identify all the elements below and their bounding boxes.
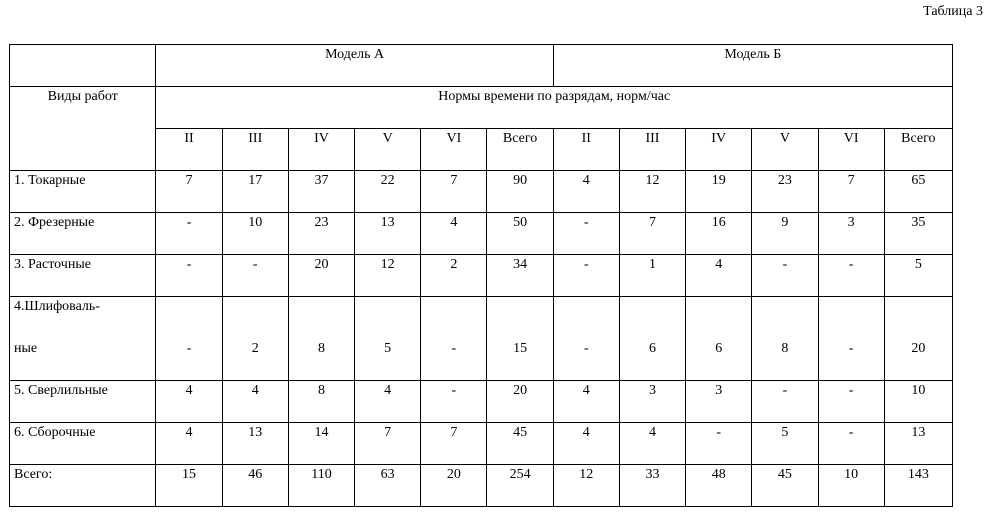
value-cell: 20 — [884, 297, 952, 381]
value-cell: 13 — [222, 423, 288, 465]
value-cell: 10 — [884, 381, 952, 423]
value-cell: 143 — [884, 465, 952, 507]
value-cell: 8 — [288, 381, 354, 423]
work-norms-table — [9, 44, 953, 507]
grade-header-cell: III — [222, 129, 288, 171]
table-caption: Таблица 3 — [923, 4, 983, 19]
work-type-name: 3. Расточные — [10, 255, 156, 297]
value-cell: 13 — [884, 423, 952, 465]
value-cell: 2 — [421, 255, 487, 297]
value-cell: 5 — [884, 255, 952, 297]
value-cell: 90 — [487, 171, 553, 213]
grade-header-cell: III — [619, 129, 685, 171]
value-cell: 5 — [355, 297, 421, 381]
grade-header-cell: Всего — [487, 129, 553, 171]
value-cell: 3 — [619, 381, 685, 423]
value-cell: 4 — [355, 381, 421, 423]
value-cell: 20 — [421, 465, 487, 507]
value-cell: 7 — [355, 423, 421, 465]
value-cell: 46 — [222, 465, 288, 507]
work-types-header: Виды работ — [10, 87, 156, 171]
value-cell: 37 — [288, 171, 354, 213]
value-cell: 7 — [421, 171, 487, 213]
value-cell: - — [222, 255, 288, 297]
norms-header: Нормы времени по разрядам, норм/час — [156, 87, 953, 129]
value-cell: 15 — [487, 297, 553, 381]
value-cell: 12 — [619, 171, 685, 213]
value-cell: - — [818, 255, 884, 297]
value-cell: 65 — [884, 171, 952, 213]
value-cell: - — [553, 213, 619, 255]
value-cell: 50 — [487, 213, 553, 255]
value-cell: 9 — [752, 213, 818, 255]
value-cell: 15 — [156, 465, 222, 507]
table-row — [10, 255, 953, 297]
value-cell: 20 — [487, 381, 553, 423]
value-cell: 10 — [818, 465, 884, 507]
value-cell: - — [686, 423, 752, 465]
value-cell: 3 — [686, 381, 752, 423]
grade-header-cell: IV — [288, 129, 354, 171]
value-cell: - — [553, 255, 619, 297]
table-row — [10, 297, 953, 381]
value-cell: 13 — [355, 213, 421, 255]
value-cell: 45 — [752, 465, 818, 507]
value-cell: - — [752, 255, 818, 297]
value-cell: 2 — [222, 297, 288, 381]
value-cell: 48 — [686, 465, 752, 507]
model-a-header: Модель А — [156, 45, 553, 87]
header-row-norms — [10, 87, 953, 129]
value-cell: 4 — [553, 423, 619, 465]
table-row — [10, 171, 953, 213]
value-cell: 17 — [222, 171, 288, 213]
value-cell: 16 — [686, 213, 752, 255]
total-row — [10, 465, 953, 507]
work-type-name: Всего: — [10, 465, 156, 507]
value-cell: 63 — [355, 465, 421, 507]
grade-header-cell: II — [553, 129, 619, 171]
value-cell: 34 — [487, 255, 553, 297]
value-cell: 7 — [156, 171, 222, 213]
value-cell: 8 — [288, 297, 354, 381]
value-cell: 110 — [288, 465, 354, 507]
model-b-header: Модель Б — [553, 45, 952, 87]
value-cell: 45 — [487, 423, 553, 465]
value-cell: - — [818, 297, 884, 381]
work-type-name: 4.Шлифоваль- ные — [10, 297, 156, 381]
value-cell: 5 — [752, 423, 818, 465]
work-type-name: 2. Фрезерные — [10, 213, 156, 255]
value-cell: 20 — [288, 255, 354, 297]
grade-header-cell: V — [752, 129, 818, 171]
value-cell: 4 — [156, 423, 222, 465]
value-cell: 254 — [487, 465, 553, 507]
value-cell: 19 — [686, 171, 752, 213]
value-cell: - — [818, 423, 884, 465]
work-type-name: 5. Сверлильные — [10, 381, 156, 423]
value-cell: 23 — [288, 213, 354, 255]
value-cell: 35 — [884, 213, 952, 255]
value-cell: 6 — [619, 297, 685, 381]
value-cell: 10 — [222, 213, 288, 255]
value-cell: 12 — [553, 465, 619, 507]
value-cell: 4 — [156, 381, 222, 423]
value-cell: - — [752, 381, 818, 423]
header-empty-cell — [10, 45, 156, 87]
value-cell: - — [421, 381, 487, 423]
value-cell: 4 — [619, 423, 685, 465]
value-cell: 6 — [686, 297, 752, 381]
header-row-models — [10, 45, 953, 87]
grade-header-cell: V — [355, 129, 421, 171]
value-cell: - — [156, 255, 222, 297]
grade-header-cell: Всего — [884, 129, 952, 171]
table-row — [10, 381, 953, 423]
grade-header-cell: II — [156, 129, 222, 171]
value-cell: - — [818, 381, 884, 423]
value-cell: - — [421, 297, 487, 381]
table-row — [10, 213, 953, 255]
value-cell: - — [156, 297, 222, 381]
value-cell: 4 — [686, 255, 752, 297]
value-cell: 33 — [619, 465, 685, 507]
value-cell: 7 — [421, 423, 487, 465]
value-cell: 22 — [355, 171, 421, 213]
value-cell: 3 — [818, 213, 884, 255]
table-row — [10, 423, 953, 465]
value-cell: 23 — [752, 171, 818, 213]
grade-header-cell: VI — [818, 129, 884, 171]
work-type-name: 1. Токарные — [10, 171, 156, 213]
value-cell: 12 — [355, 255, 421, 297]
value-cell: 14 — [288, 423, 354, 465]
value-cell: 4 — [222, 381, 288, 423]
work-type-name: 6. Сборочные — [10, 423, 156, 465]
value-cell: 7 — [818, 171, 884, 213]
value-cell: - — [553, 297, 619, 381]
value-cell: 7 — [619, 213, 685, 255]
value-cell: 4 — [553, 381, 619, 423]
value-cell: - — [156, 213, 222, 255]
grade-header-cell: IV — [686, 129, 752, 171]
grade-header-cell: VI — [421, 129, 487, 171]
value-cell: 1 — [619, 255, 685, 297]
value-cell: 4 — [421, 213, 487, 255]
value-cell: 4 — [553, 171, 619, 213]
value-cell: 8 — [752, 297, 818, 381]
